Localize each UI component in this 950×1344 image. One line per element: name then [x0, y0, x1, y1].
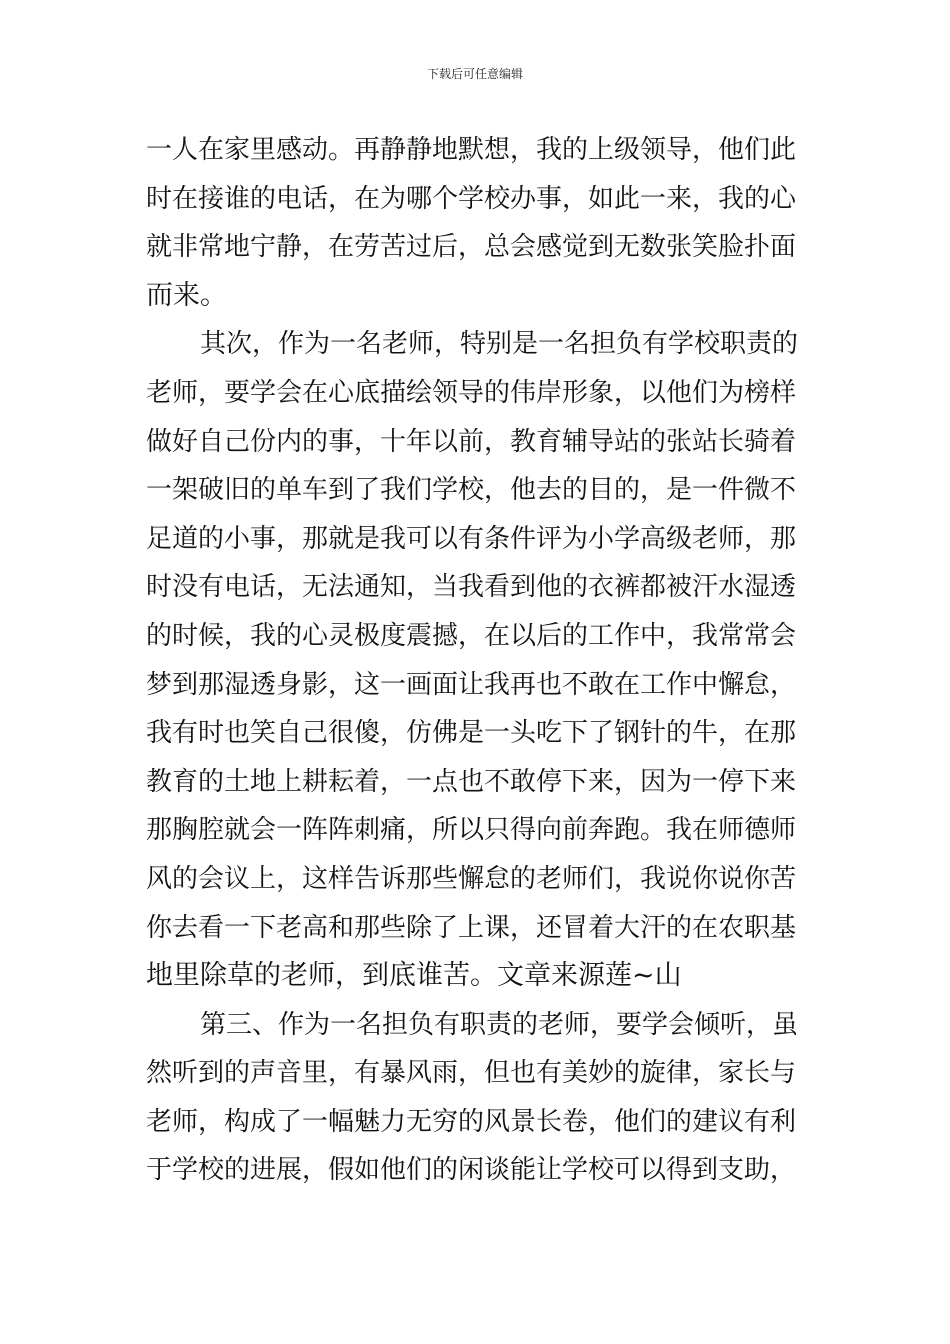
text-line: 老师，要学会在心底描绘领导的伟岸形象，以他们为榜样: [146, 377, 797, 408]
text-line: 时没有电话，无法通知，当我看到他的衣裤都被汗水湿透: [146, 572, 797, 603]
text-line: 你去看一下老高和那些除了上课，还冒着大汗的在农职基: [146, 912, 797, 943]
text-line: 于学校的进展，假如他们的闲谈能让学校可以得到支助，: [146, 1155, 797, 1186]
text-line: 就非常地宁静，在劳苦过后，总会感觉到无数张笑脸扑面: [146, 232, 797, 263]
text-line: 然听到的声音里，有暴风雨，但也有美妙的旋律，家长与: [146, 1058, 797, 1089]
text-line: 足道的小事，那就是我可以有条件评为小学高级老师，那: [146, 523, 797, 554]
text-line: 做好自己份内的事，十年以前，教育辅导站的张站长骑着: [146, 426, 797, 457]
text-line: 风的会议上，这样告诉那些懈怠的老师们，我说你说你苦: [146, 863, 797, 894]
text-line: 时在接谁的电话，在为哪个学校办事，如此一来，我的心: [146, 183, 797, 214]
text-line: 那胸腔就会一阵阵刺痛，所以只得向前奔跑。我在师德师: [146, 815, 797, 846]
text-line: 一架破旧的单车到了我们学校，他去的目的，是一件微不: [146, 475, 797, 506]
text-line: 老师，构成了一幅魅力无穷的风景长卷，他们的建议有利: [146, 1106, 797, 1137]
text-line: 梦到那湿透身影，这一画面让我再也不敢在工作中懈怠，: [146, 669, 797, 700]
document-body: [146, 126, 808, 1195]
text-line: 的时候，我的心灵极度震撼，在以后的工作中，我常常会: [146, 620, 797, 651]
text-line: 我有时也笑自己很傻，仿佛是一头吃下了钢针的牛，在那: [146, 718, 797, 749]
page-header-note: 下载后可任意编辑: [426, 67, 523, 81]
text-line: 一人在家里感动。再静静地默想，我的上级领导，他们此: [146, 135, 797, 165]
text-line: 教育的土地上耕耘着，一点也不敢停下来，因为一停下来: [146, 766, 797, 797]
text-line: 而来。: [146, 279, 227, 311]
text-line: 地里除草的老师，到底谁苦。文章来源莲~山: [146, 960, 682, 992]
text-line: 其次，作为一名老师，特别是一名担负有学校职责的: [200, 329, 799, 360]
text-line: 第三、作为一名担负有职责的老师，要学会倾听，虽: [200, 1009, 799, 1040]
